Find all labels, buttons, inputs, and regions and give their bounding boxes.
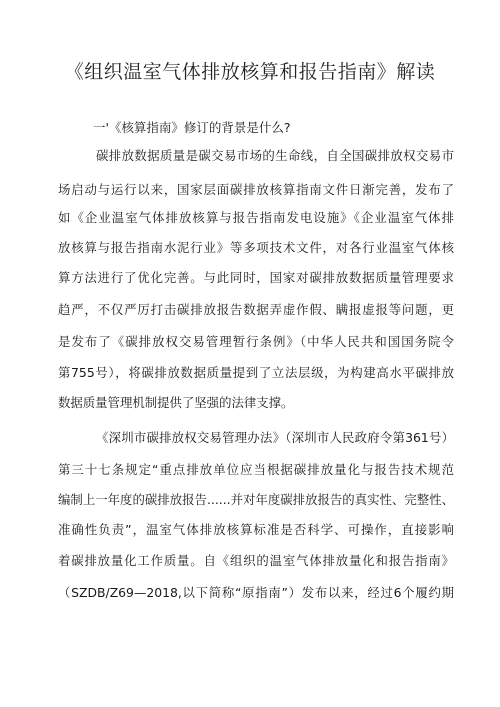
paragraph-line: 着碳排放量化工作质量。自《组织的温室气体排放量化和报告指南》 xyxy=(58,553,454,568)
paragraph-line: 第三十七条规定“重点排放单位应当根据碳排放量化与报告技术规范 xyxy=(58,462,454,477)
paragraph-line: 数据质量管理机制提供了坚强的法律支撑。 xyxy=(58,395,294,410)
document-title: 《组织温室气体排放核算和报告指南》解读 xyxy=(64,61,436,83)
paragraph-line: 碳排放数据质量是碳交易市场的生命线，自全国碳排放权交易市 xyxy=(96,148,454,163)
paragraph-line: 第755号），将碳排放数据质量提到了立法层级，为构建高水平碳排放 xyxy=(58,365,454,380)
paragraph-line: 放核算与报告指南水泥行业》等多项技术文件，对各行业温室气体核 xyxy=(58,240,454,255)
section-heading: 一'《核算指南》修订的背景是什么? xyxy=(93,120,291,135)
paragraph-line: 是发布了《碳排放权交易管理暂行条例》（中华人民共和国国务院令 xyxy=(58,334,454,349)
paragraph-line: 算方法进行了优化完善。与此同时，国家对碳排放数据质量管理要求 xyxy=(58,270,454,285)
paragraph-line: 编制上一年度的碳排放报告......并对年度碳排放报告的真实性、完整性、 xyxy=(58,492,454,507)
paragraph-line: 如《企业温室气体排放核算与报告指南发电设施》《企业温室气体排 xyxy=(58,210,454,225)
paragraph-line: 场启动与运行以来，国家层面碳排放核算指南文件日渐完善，发布了 xyxy=(58,182,454,197)
paragraph-line: 准确性负责”，温室气体排放核算标准是否科学、可操作，直接影响 xyxy=(58,522,454,537)
paragraph-line: （SZDB/Z69—2018,以下简称“原指南”）发布以来，经过6个履约期 xyxy=(58,585,454,600)
paragraph-line: 《深圳市碳排放权交易管理办法》（深圳市人民政府令第361号） xyxy=(96,430,454,445)
paragraph-line: 趋严，不仅严厉打击碳排放报告数据弄虚作假、瞒报虚报等问题，更 xyxy=(58,302,454,317)
